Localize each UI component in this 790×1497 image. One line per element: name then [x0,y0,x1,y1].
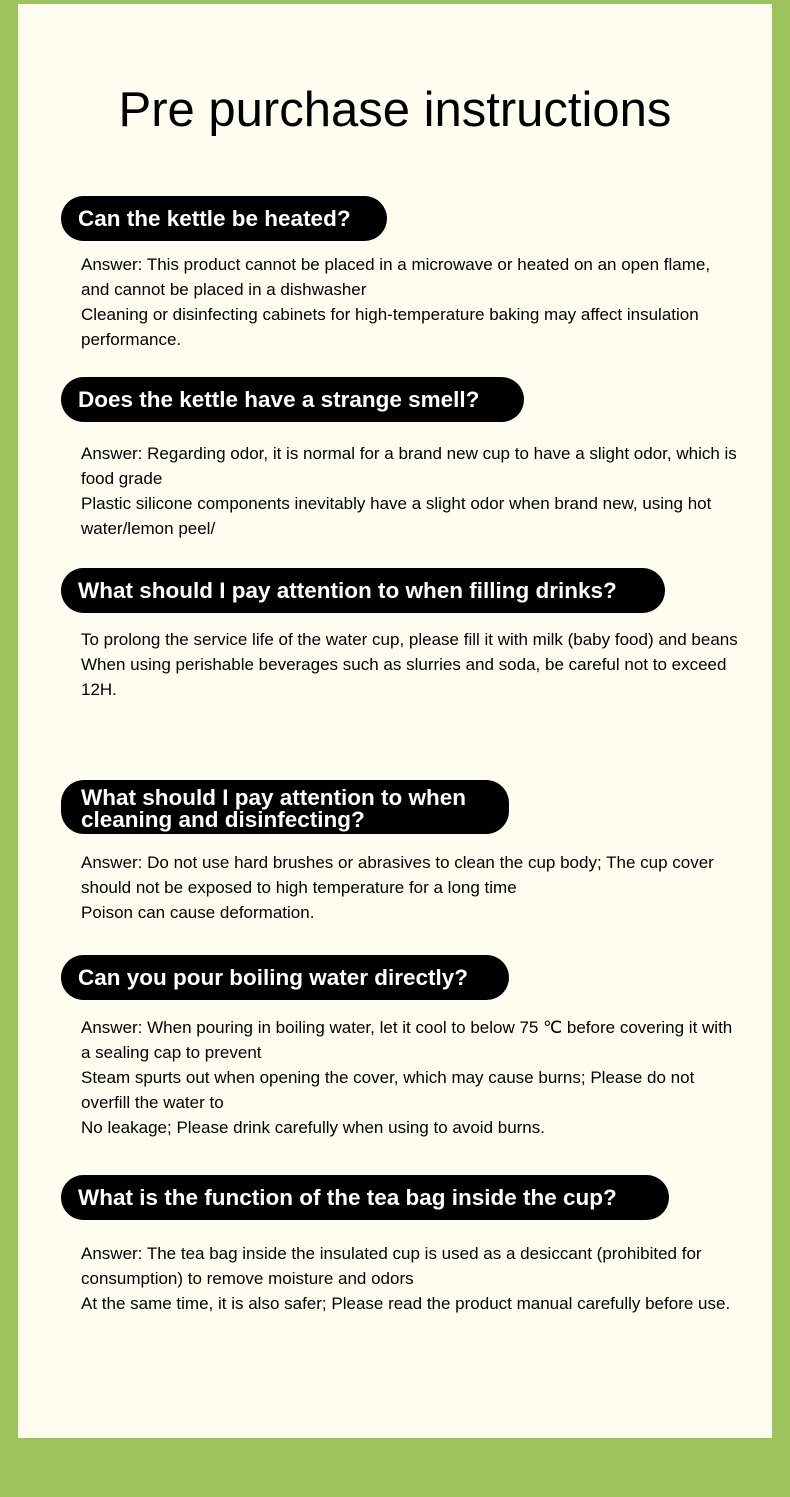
answer-line: Poison can cause deformation. [81,903,315,922]
page-title: Pre purchase instructions [118,83,672,137]
answer-cleaning [81,850,741,925]
answer-filling [81,627,741,702]
answer-line: Answer: Do not use hard brushes or abrasives to clean the cup body; The cup cover should not be exposed to high temperature for a long time [81,853,714,897]
answer-line: Cleaning or disinfecting cabinets for high-temperature baking may affect insulation performance. [81,305,699,349]
question-pill-cleaning: What should I pay attention to when cleaning and disinfecting? [61,780,509,834]
question-pill-boiling: Can you pour boiling water directly? [61,955,509,1000]
answer-line: Steam spurts out when opening the cover, which may cause burns; Please do not overfill the water to [81,1068,695,1112]
answer-heating [81,252,741,352]
answer-line: Answer: When pouring in boiling water, let it cool to below 75 ℃ before covering it with a sealing cap to prevent [81,1018,733,1062]
answer-smell [81,441,741,541]
question-pill-tea-bag: What is the function of the tea bag inside the cup? [61,1175,669,1220]
answer-line: To prolong the service life of the water cup, please fill it with milk (baby food) and beans [81,630,738,649]
answer-tea-bag [81,1241,741,1316]
answer-boiling [81,1015,741,1140]
question-pill-smell: Does the kettle have a strange smell? [61,377,524,422]
question-pill-heating: Can the kettle be heated? [61,196,387,241]
answer-line: Answer: The tea bag inside the insulated cup is used as a desiccant (prohibited for consumption) to remove moisture and odors [81,1244,702,1288]
answer-line: At the same time, it is also safer; Please read the product manual carefully before use. [81,1294,731,1313]
answer-line: No leakage; Please drink carefully when using to avoid burns. [81,1118,545,1137]
answer-line: Plastic silicone components inevitably have a slight odor when brand new, using hot water/lemon peel/ [81,494,712,538]
answer-line: Answer: Regarding odor, it is normal for a brand new cup to have a slight odor, which is food grade [81,444,737,488]
answer-line: When using perishable beverages such as slurries and soda, be careful not to exceed 12H. [81,655,727,699]
question-pill-filling: What should I pay attention to when filling drinks? [61,568,665,613]
answer-line: Answer: This product cannot be placed in a microwave or heated on an open flame, and cannot be placed in a dishwasher [81,255,711,299]
